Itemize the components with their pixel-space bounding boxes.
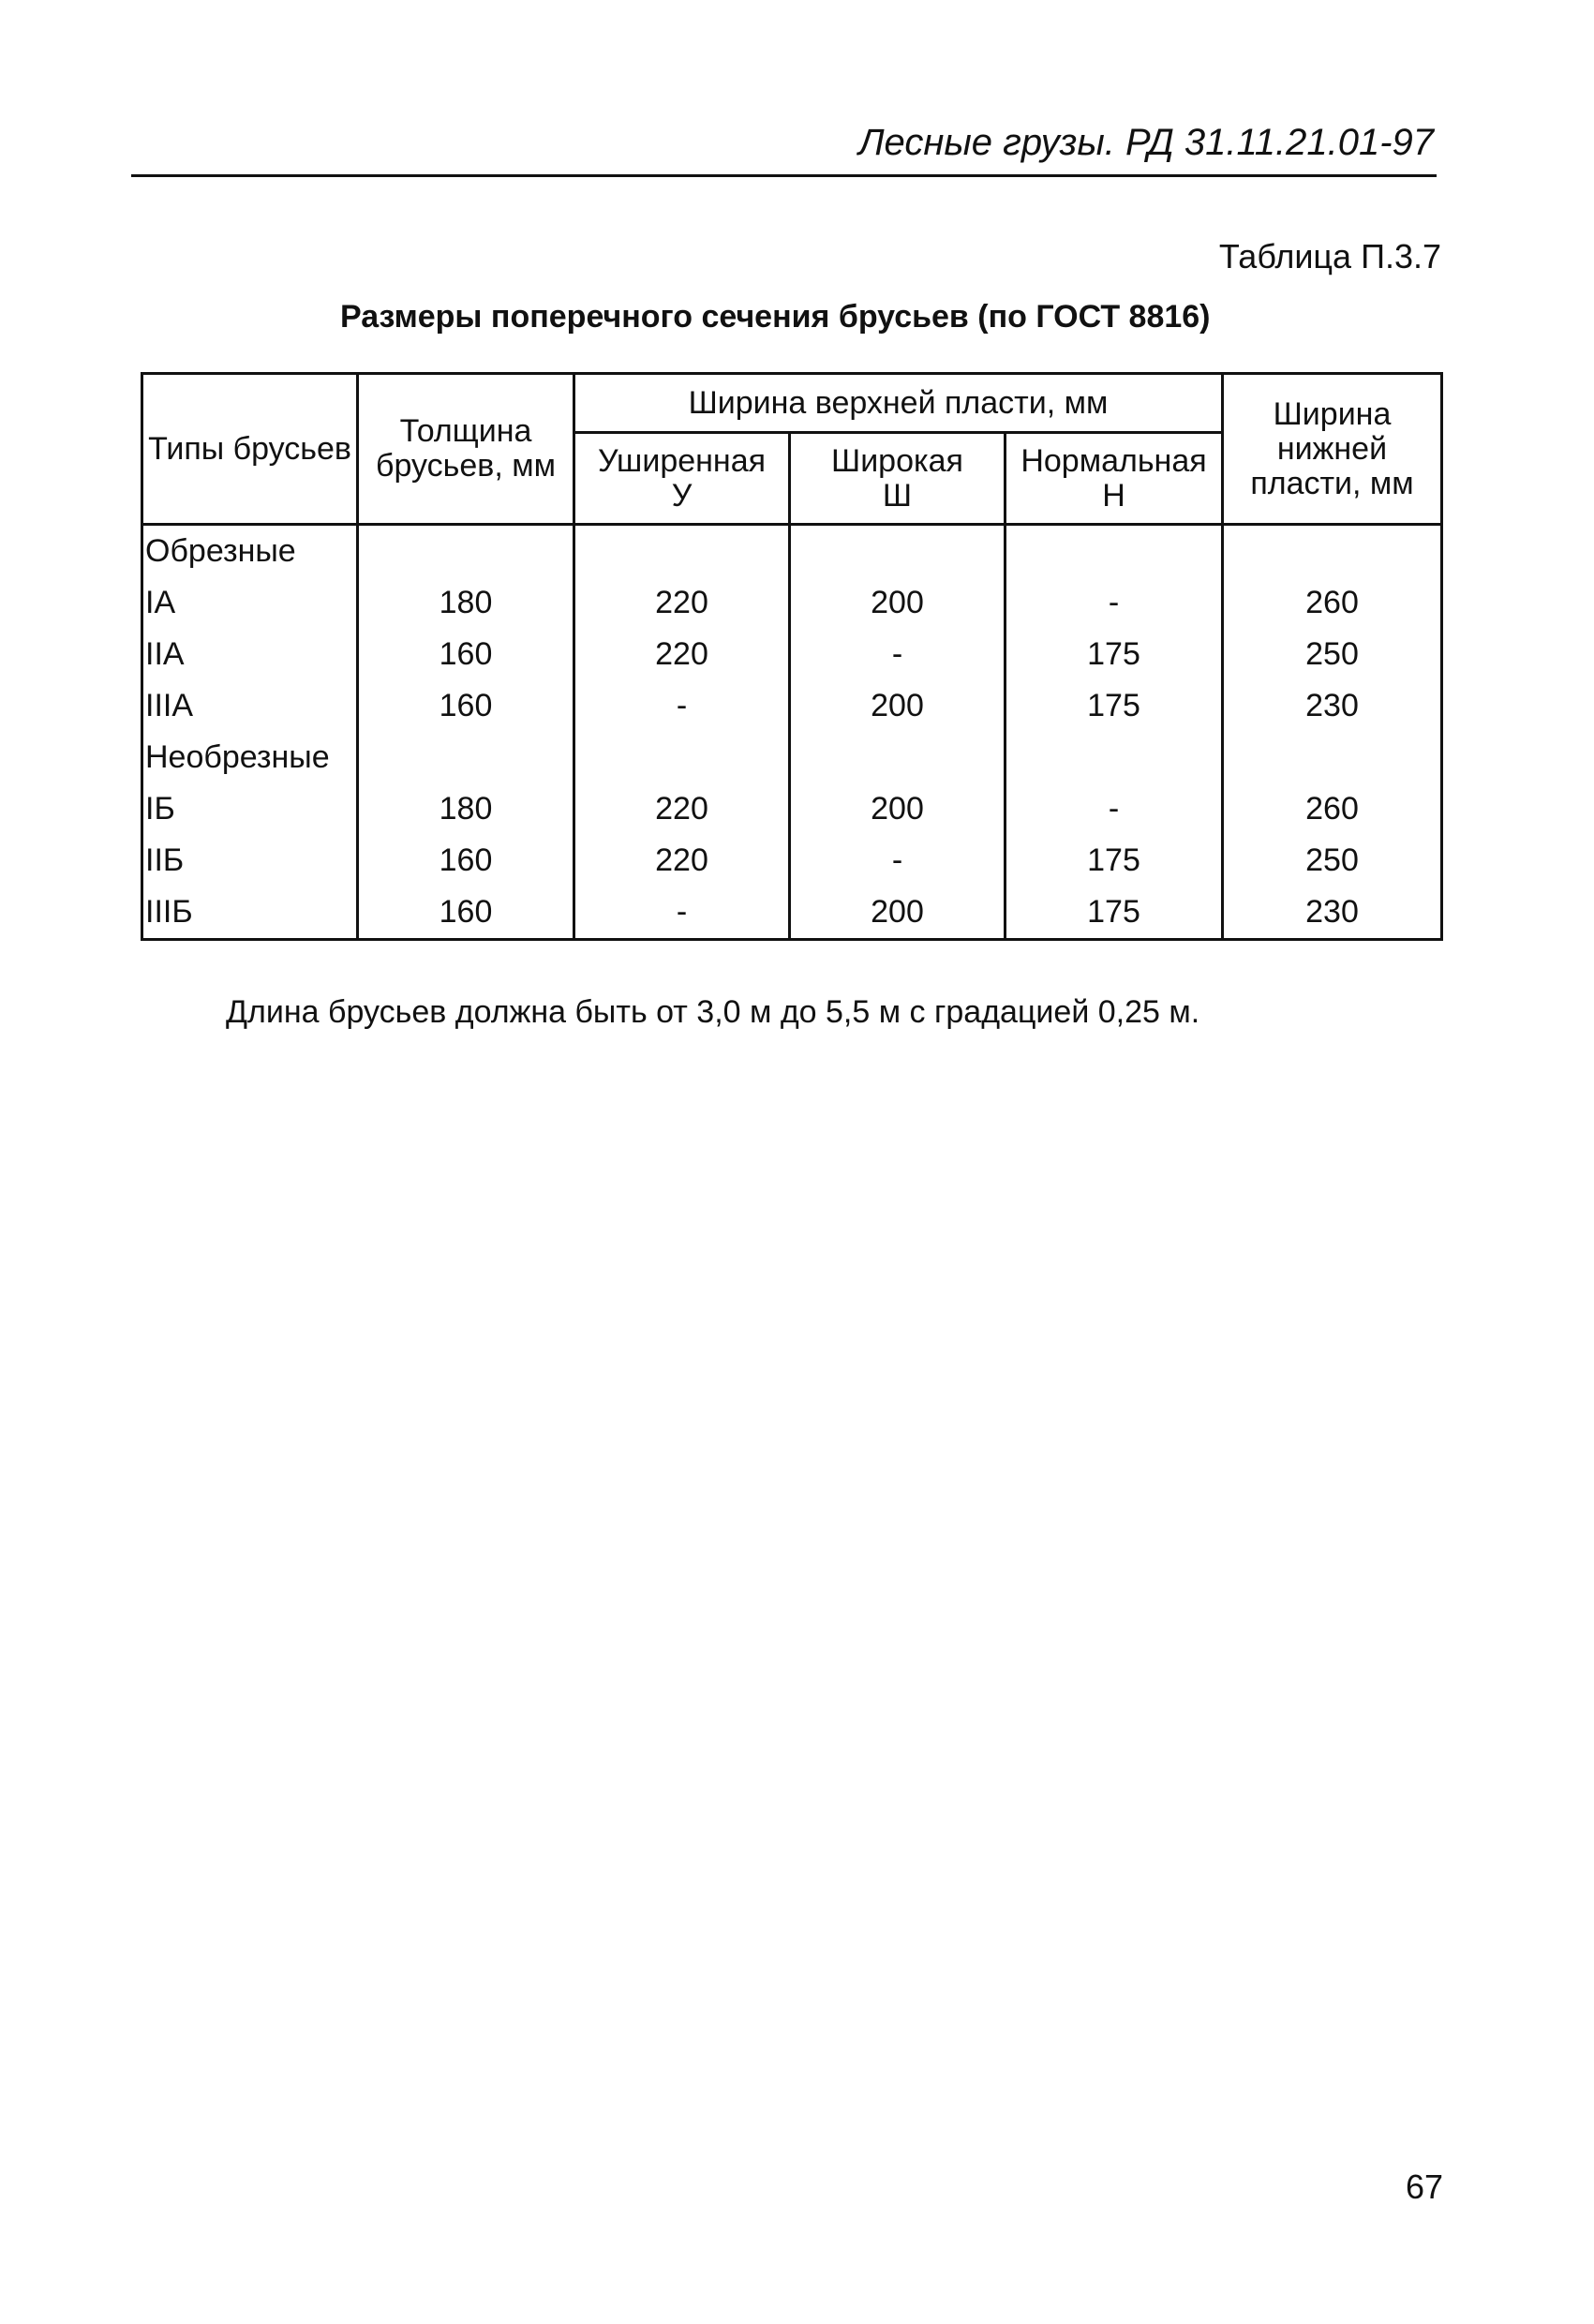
cell-wide: 200 bbox=[790, 577, 1006, 629]
page-number: 67 bbox=[1405, 2168, 1443, 2206]
table-row bbox=[142, 835, 1442, 886]
cell-bottom: 230 bbox=[1223, 680, 1442, 732]
cell-type: IБ bbox=[142, 783, 358, 835]
cell-normal bbox=[1006, 732, 1223, 783]
cell-wide: - bbox=[790, 835, 1006, 886]
footnote-text: Длина брусьев должна быть от 3,0 м до 5,5 м с градацией 0,25 м. bbox=[226, 994, 1200, 1030]
cell-widened: 220 bbox=[574, 783, 790, 835]
cell-widened: 220 bbox=[574, 835, 790, 886]
table-row bbox=[142, 525, 1442, 578]
cell-wide: 200 bbox=[790, 680, 1006, 732]
cell-thickness bbox=[358, 525, 574, 578]
cell-bottom bbox=[1223, 525, 1442, 578]
cell-widened bbox=[574, 732, 790, 783]
cell-type: Обрезные bbox=[142, 525, 358, 578]
cell-type: IIА bbox=[142, 629, 358, 680]
cell-type: IIIБ bbox=[142, 886, 358, 940]
col-header-type: Типы брусьев bbox=[142, 374, 358, 525]
cell-type: IА bbox=[142, 577, 358, 629]
cell-type: Необрезные bbox=[142, 732, 358, 783]
cell-normal: 175 bbox=[1006, 835, 1223, 886]
cell-wide bbox=[790, 732, 1006, 783]
cell-wide bbox=[790, 525, 1006, 578]
cross-section-table bbox=[141, 372, 1443, 941]
running-header: Лесные грузы. РД 31.11.21.01-97 bbox=[858, 122, 1434, 163]
cell-normal bbox=[1006, 525, 1223, 578]
table-row bbox=[142, 629, 1442, 680]
col-header-top-width-group: Ширина верхней пласти, мм bbox=[574, 374, 1223, 433]
col-header-wide: Широкая Ш bbox=[790, 433, 1006, 525]
cell-type: IIIА bbox=[142, 680, 358, 732]
cell-widened: - bbox=[574, 680, 790, 732]
col-header-bottom-width: Ширина нижней пласти, мм bbox=[1223, 374, 1442, 525]
cell-bottom: 250 bbox=[1223, 629, 1442, 680]
cell-thickness: 180 bbox=[358, 783, 574, 835]
cell-normal: 175 bbox=[1006, 680, 1223, 732]
header-rule bbox=[131, 174, 1437, 177]
cell-normal: 175 bbox=[1006, 886, 1223, 940]
cell-widened: 220 bbox=[574, 577, 790, 629]
table-row bbox=[142, 577, 1442, 629]
cell-normal: - bbox=[1006, 783, 1223, 835]
table-row bbox=[142, 732, 1442, 783]
col-header-widened: Уширенная У bbox=[574, 433, 790, 525]
table-title-text: Размеры поперечного сечения брусьев (по ГОСТ 8816) bbox=[340, 299, 1211, 335]
col-header-thickness: Толщина брусьев, мм bbox=[358, 374, 574, 525]
table-number: Таблица П.3.7 bbox=[1218, 237, 1441, 276]
table-title bbox=[131, 296, 1441, 337]
cell-wide: 200 bbox=[790, 783, 1006, 835]
col-header-normal: Нормальная Н bbox=[1006, 433, 1223, 525]
cell-widened: 220 bbox=[574, 629, 790, 680]
cell-thickness: 180 bbox=[358, 577, 574, 629]
footnote bbox=[131, 991, 1441, 1033]
cell-thickness: 160 bbox=[358, 886, 574, 940]
cell-normal: 175 bbox=[1006, 629, 1223, 680]
cell-wide: - bbox=[790, 629, 1006, 680]
cell-normal: - bbox=[1006, 577, 1223, 629]
cell-bottom: 230 bbox=[1223, 886, 1442, 940]
cell-wide: 200 bbox=[790, 886, 1006, 940]
cell-bottom: 260 bbox=[1223, 577, 1442, 629]
cell-widened bbox=[574, 525, 790, 578]
cell-type: IIБ bbox=[142, 835, 358, 886]
table-row bbox=[142, 886, 1442, 940]
cell-widened: - bbox=[574, 886, 790, 940]
cell-thickness: 160 bbox=[358, 835, 574, 886]
cell-thickness: 160 bbox=[358, 680, 574, 732]
cell-bottom bbox=[1223, 732, 1442, 783]
cell-thickness bbox=[358, 732, 574, 783]
cell-thickness: 160 bbox=[358, 629, 574, 680]
cell-bottom: 250 bbox=[1223, 835, 1442, 886]
table-row bbox=[142, 680, 1442, 732]
table-row bbox=[142, 783, 1442, 835]
cell-bottom: 260 bbox=[1223, 783, 1442, 835]
